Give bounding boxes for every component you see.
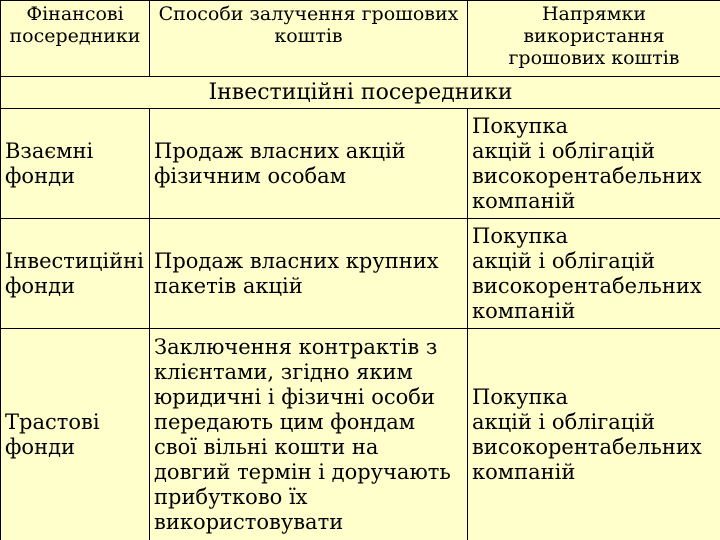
table-header-row xyxy=(1,1,720,77)
table-row xyxy=(1,219,720,329)
cell-intermediary: Інвестиційні фонди xyxy=(1,219,150,329)
cell-method: Продаж власних акцій фізичним особам xyxy=(150,109,468,219)
cell-intermediary: Взаємні фонди xyxy=(1,109,150,219)
cell-intermediary: Трастові фонди xyxy=(1,329,150,540)
cell-method: Заключення контрактів з клієнтами, згідно яким юридичні і фізичні особи передають цим фондам свої вільні кошти на довгий термін і доручають прибутково їх використовувати xyxy=(150,329,468,540)
section-title: Інвестиційні посередники xyxy=(1,77,720,109)
section-row xyxy=(1,77,720,109)
cell-direction: Покупка акцій і облігацій високорентабельних компаній xyxy=(468,329,720,540)
cell-direction: Покупка акцій і облігацій високорентабельних компаній xyxy=(468,219,720,329)
header-directions: Напрямки використання грошових коштів xyxy=(468,1,720,77)
cell-direction: Покупка акцій і облігацій високорентабельних компаній xyxy=(468,109,720,219)
table-row xyxy=(1,109,720,219)
header-intermediaries: Фінансові посередники xyxy=(1,1,150,77)
header-methods: Способи залучення грошових коштів xyxy=(150,1,468,77)
table-row xyxy=(1,329,720,540)
cell-method: Продаж власних крупних пакетів акцій xyxy=(150,219,468,329)
